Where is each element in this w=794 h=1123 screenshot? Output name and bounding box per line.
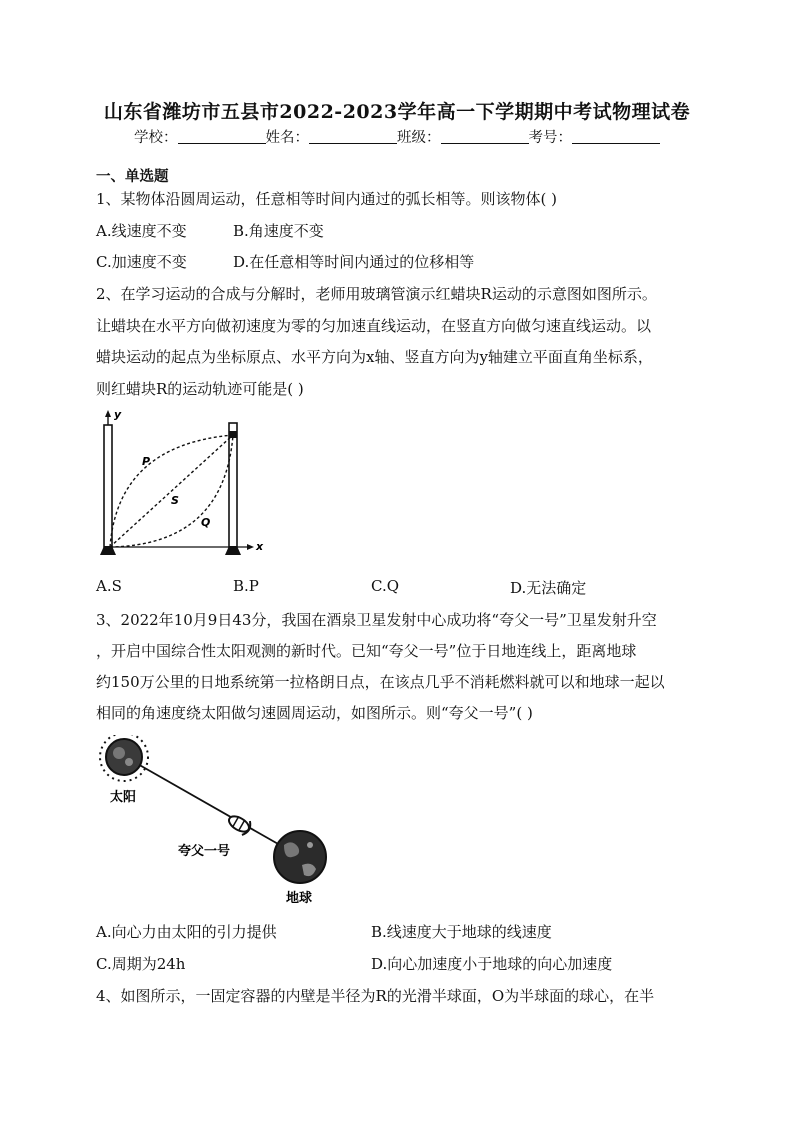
number-blank: [572, 129, 660, 144]
q2-figure: [96, 405, 271, 565]
class-blank: [441, 129, 529, 144]
class-label: 班级：: [397, 130, 441, 146]
x-axis-arrow: [247, 544, 254, 550]
curve-p-label: P: [142, 455, 151, 468]
y-axis-arrow: [105, 410, 111, 417]
q3-option-b: B.线速度大于地球的线速度: [371, 923, 552, 941]
q2-line: 蜡块运动的起点为坐标原点、水平方向为x轴、竖直方向为y轴建立平面直角坐标系，: [96, 348, 653, 366]
section-heading: 一、单选题: [96, 168, 169, 185]
q2-line: 则红蜡块R的运动轨迹可能是( ): [96, 380, 304, 398]
number-label: 考号：: [528, 130, 572, 146]
x-axis-label: x: [256, 540, 264, 553]
q3-option-c: C.周期为24h: [96, 955, 186, 973]
q1-option-b: B.角速度不变: [233, 222, 324, 240]
q2-option-d: D.无法确定: [510, 579, 587, 597]
curve-q-label: Q: [201, 516, 211, 529]
satellite-label: 夸父一号: [178, 844, 231, 859]
q3-line: 相同的角速度绕太阳做匀速圆周运动，如图所示。则“夸父一号”( ): [96, 704, 533, 722]
page-title: 山东省潍坊市五县市2022-2023学年高一下学期期中考试物理试卷: [103, 101, 691, 123]
q3-line: 3、2022年10月9日43分，我国在酒泉卫星发射中心成功将“夸父一号”卫星发射升空: [96, 611, 657, 629]
q3-figure: [96, 735, 341, 910]
q1-option-c: C.加速度不变: [96, 253, 187, 271]
school-blank: [178, 129, 266, 144]
q2-line: 让蜡块在水平方向做初速度为零的匀加速直线运动，在竖直方向做匀速直线运动。以: [96, 317, 652, 335]
q1-option-a: A.线速度不变: [96, 222, 187, 240]
q3-option-d: D.向心加速度小于地球的向心加速度: [371, 955, 613, 973]
name-blank: [309, 129, 397, 144]
q1-option-d: D.在任意相等时间内通过的位移相等: [233, 253, 475, 271]
q2-option-a: A.S: [96, 577, 122, 595]
q3-line: 约150万公里的日地系统第一拉格朗日点，在该点几乎不消耗燃料就可以和地球一起以: [96, 673, 665, 691]
school-label: 学校：: [134, 130, 178, 146]
name-label: 姓名：: [265, 130, 309, 146]
wax-block: [229, 431, 237, 438]
earth-label: 地球: [286, 891, 313, 906]
y-axis-label: y: [114, 408, 122, 421]
right-tube: [229, 423, 237, 547]
student-info-row: [0, 126, 794, 147]
q2-option-b: B.P: [233, 577, 259, 595]
q3-line: ，开启中国综合性太阳观测的新时代。已知“夸父一号”位于日地连线上，距离地球: [96, 642, 637, 660]
curve-s: [110, 435, 233, 547]
q2-option-c: C.Q: [371, 577, 400, 595]
curve-s-label: S: [171, 494, 179, 507]
left-tube: [104, 425, 112, 547]
sun-label: 太阳: [110, 790, 137, 805]
q3-option-a: A.向心力由太阳的引力提供: [96, 923, 277, 941]
q2-line: 2、在学习运动的合成与分解时，老师用玻璃管演示红蜡块R运动的示意图如图所示。: [96, 285, 657, 303]
sun-earth-line: [136, 763, 301, 857]
earth-icon: [274, 831, 326, 883]
q4-line: 4、如图所示，一固定容器的内壁是半径为R的光滑半球面，O为半球面的球心，在半: [96, 987, 655, 1005]
sun-icon: [100, 735, 148, 781]
q1-stem: 1、某物体沿圆周运动，任意相等时间内通过的弧长相等。则该物体( ): [96, 190, 558, 208]
